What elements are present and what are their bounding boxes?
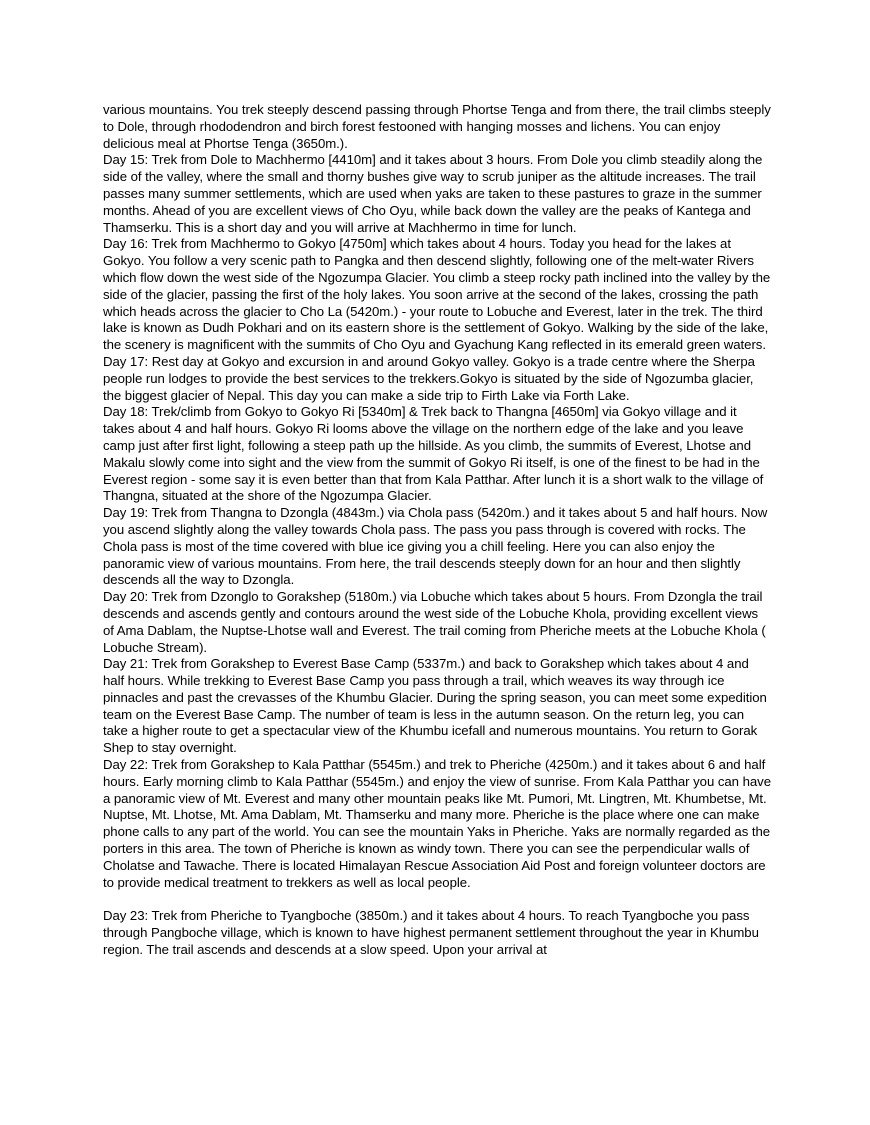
paragraph-day-23: Day 23: Trek from Pheriche to Tyangboche (3850m.) and it takes about 4 hours. To reach Tyangboche you pass through Pangboche village, which is known to have highest permanent settlement throughout the year in Khumbu region. The trail ascends and descends at a slow speed. Upon your arrival at [103, 908, 759, 957]
paragraph-day-15: Day 15: Trek from Dole to Machhermo [4410m] and it takes about 3 hours. From Dole you climb steadily along the side of the valley, where the small and thorny bushes give way to scrub juniper as the altitude increases. The trail passes many summer settlements, which are used when yaks are taken to these pastures to graze in the summer months. Ahead of you are excellent views of Cho Oyu, while back down the valley are the peaks of Kantega and Thamserku. This is a short day and you will arrive at Machhermo in time for lunch. [103, 152, 763, 235]
paragraph-day-19: Day 19: Trek from Thangna to Dzongla (4843m.) via Chola pass (5420m.) and it takes about 5 and half hours. Now you ascend slightly along the valley towards Chola pass. The pass you pass through is covered with rocks. The Chola pass is most of the time covered with blue ice giving you a chill feeling. Here you can also enjoy the panoramic view of various mountains. From here, the trail descends steeply down for an hour and then slightly descends all the way to Dzongla. [103, 505, 768, 588]
paragraph-day-17: Day 17: Rest day at Gokyo and excursion in and around Gokyo valley. Gokyo is a trade centre where the Sherpa people run lodges to provide the best services to the trekkers.Gokyo is situated by the side of Ngozumba glacier, the biggest glacier of Nepal. This day you can make a side trip to Firth Lake via Forth Lake. [103, 353, 755, 403]
paragraph-day-16: Day 16: Trek from Machhermo to Gokyo [4750m] which takes about 4 hours. Today you head for the lakes at Gokyo. You follow a very scenic path to Pangka and then descend slightly, following one of the melt-water Rivers which flow down the west side of the Ngozumpa Glacier. You climb a steep rocky path inclined into the valley by the side of the glacier, passing the first of the holy lakes. You soon arrive at the second of the lakes, crossing the path which heads across the glacier to Cho La (5420m.) - your route to Lobuche and Everest, later in the trek. The third lake is known as Dudh Pokhari and on its eastern shore is the settlement of Gokyo. Walking by the side of the lake, the scenery is magnificent with the summits of Cho Oyu and Gyachung Kang reflected in its emerald green waters. [103, 236, 771, 353]
paragraph-day-22: Day 22: Trek from Gorakshep to Kala Patthar (5545m.) and trek to Pheriche (4250m.) and it takes about 6 and half hours. Early morning climb to Kala Patthar (5545m.) and enjoy the view of sunrise. From Kala Patthar you can have a panoramic view of Mt. Everest and many other mountain peaks like Mt. Pumori, Mt. Lingtren, Mt. Khumbetse, Mt. Nuptse, Mt. Lhotse, Mt. Ama Dablam, Mt. Thamserku and many more. Pheriche is the place where one can make phone calls to any part of the world. You can see the mountain Yaks in Pheriche. Yaks are normally regarded as the porters in this area. The town of Pheriche is known as windy town. There you can see the perpendicular walls of Cholatse and Tawache. There is located Himalayan Rescue Association Aid Post and foreign volunteer doctors are to provide medical treatment to trekkers as well as local people. [103, 757, 771, 890]
paragraph-day-18: Day 18: Trek/climb from Gokyo to Gokyo Ri [5340m] & Trek back to Thangna [4650m] via Gokyo village and it takes about 4 and half hours. Gokyo Ri looms above the village on the northern edge of the lake and you leave camp just after first light, following a steep path up the hillside. As you climb, the summits of Everest, Lhotse and Makalu slowly come into sight and the view from the summit of Gokyo Ri itself, is one of the finest to be had in the Everest region - some say it is even better than that from Kala Patthar. After lunch it is a short walk to the village of Thangna, situated at the shore of the Ngozumpa Glacier. [103, 404, 764, 504]
document-body [103, 102, 771, 959]
paragraph-continuation: various mountains. You trek steeply descend passing through Phortse Tenga and from there, the trail climbs steeply to Dole, through rhododendron and birch forest festooned with hanging mosses and lichens. You can enjoy delicious meal at Phortse Tenga (3650m.). [103, 102, 771, 151]
paragraph-day-21: Day 21: Trek from Gorakshep to Everest Base Camp (5337m.) and back to Gorakshep which takes about 4 and half hours. While trekking to Everest Base Camp you pass through a trail, which weaves its way through ice pinnacles and past the crevasses of the Khumbu Glacier. During the spring season, you can meet some expedition team on the Everest Base Camp. The number of team is less in the autumn season. On the return leg, you can take a higher route to get a spectacular view of the Khumbu icefall and numerous mountains. You return to Gorak Shep to stay overnight. [103, 656, 767, 756]
paragraph-day-20: Day 20: Trek from Dzonglo to Gorakshep (5180m.) via Lobuche which takes about 5 hours. From Dzongla the trail descends and ascends gently and contours around the west side of the Lobuche Khola, providing excellent views of Ama Dablam, the Nuptse-Lhotse wall and Everest. The trail coming from Pheriche meets at the Lobuche Khola ( Lobuche Stream). [103, 589, 766, 655]
